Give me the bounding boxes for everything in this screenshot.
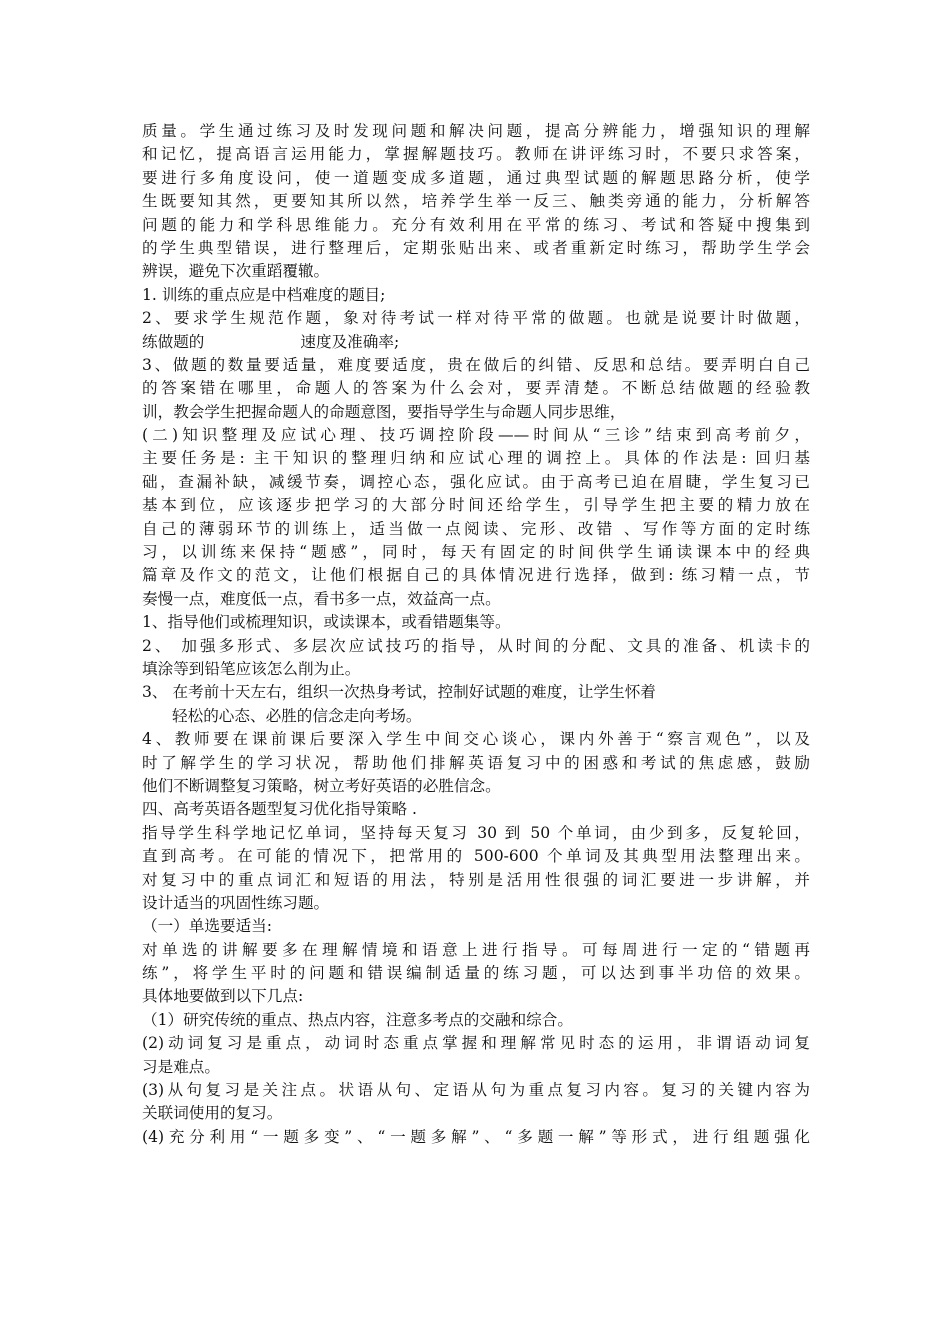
text-line: 4、教师要在课前课后要深入学生中间交心谈心，课内外善于“察言观色”，以及	[142, 730, 810, 749]
text-line: 具体地要做到以下几点:	[142, 987, 304, 1006]
text-fragment: 速度及准确率;	[300, 332, 400, 351]
text-line: 轻松的心态、必胜的信念走向考场。	[172, 706, 422, 725]
text-line: 训，教会学生把握命题人的命题意图，要指导学生与命题人同步思维，	[142, 402, 626, 421]
text-line: 的学生典型错误，进行整理后，定期张贴出来、或者重新定时练习，帮助学生学会	[142, 238, 810, 257]
text-line: 基本到位，应该逐步把学习的大部分时间还给学生，引导学生把主要的精力放在	[142, 496, 810, 515]
text-line: 要进行多角度设问，使一道题变成多道题，通过典型试题的解题思路分析，使学	[142, 168, 810, 187]
text-line: 2、要求学生规范作题，象对待考试一样对待平常的做题。也就是说要计时做题，	[142, 309, 810, 328]
text-line: 1、指导他们或梳理知识，或读课本，或看错题集等。	[142, 613, 511, 632]
text-line: 主要任务是: 主干知识的整理归纳和应试心理的调控上。具体的作法是: 回归基	[142, 449, 810, 468]
text-line: 3、 在考前十天左右，组织一次热身考试，控制好试题的难度，让学生怀着	[142, 683, 656, 702]
text-line: 问题的能力和学科思维能力。充分有效利用在平常的练习、考试和答疑中搜集到	[142, 215, 810, 234]
text-line: 习，以训练来保持“题感”，同时，每天有固定的时间供学生诵读课本中的经典	[142, 543, 810, 562]
text-line: 奏慢一点，难度低一点，看书多一点，效益高一点。	[142, 589, 501, 608]
text-line: 练”，将学生平时的问题和错误编制适量的练习题，可以达到事半功倍的效果。	[142, 964, 810, 983]
text-line: (4)充分利用“一题多变”、“一题多解”、“多题一解”等形式，进行组题强化	[142, 1127, 810, 1146]
text-line: (2)动词复习是重点，动词时态重点掌握和理解常见时态的运用，非谓语动词复	[142, 1034, 810, 1053]
text-fragment: 练做题的	[142, 332, 205, 351]
text-line: 填涂等到铅笔应该怎么削为止。	[142, 659, 361, 678]
text-line: （一）单选要适当:	[142, 917, 273, 936]
document-body	[142, 120, 810, 1149]
text-line: 3、做题的数量要适量，难度要适度，贵在做后的纠错、反思和总结。要弄明白自己	[142, 355, 810, 374]
text-line: （1）研究传统的重点、热点内容，注意多考点的交融和综合。	[142, 1010, 573, 1029]
text-line: 2、 加强多形式、多层次应试技巧的指导，从时间的分配、文具的准备、机读卡的	[142, 636, 810, 655]
text-line	[142, 331, 810, 354]
text-line: 础，查漏补缺，减缓节奏，调控心态，强化应试。由于高考已迫在眉睫，学生复习已	[142, 472, 810, 491]
text-line: 习是难点。	[142, 1057, 220, 1076]
text-line: 质量。学生通过练习及时发现问题和解决问题，提高分辨能力，增强知识的理解	[142, 122, 810, 140]
text-line: 辨误，避免下次重蹈覆辙。	[142, 262, 330, 281]
text-line: 他们不断调整复习策略，树立考好英语的必胜信念。	[142, 776, 501, 795]
text-line: (二)知识整理及应试心理、技巧调控阶段——时间从“三诊”结束到高考前夕，	[142, 426, 810, 445]
text-line: 对单选的讲解要多在理解情境和语意上进行指导。可每周进行一定的“错题再	[142, 940, 810, 959]
text-line: 的答案错在哪里，命题人的答案为什么会对，要弄清楚。不断总结做题的经验教	[142, 379, 810, 398]
text-line: 四、高考英语各题型复习优化指导策略 .	[142, 800, 418, 819]
text-line: 指导学生科学地记忆单词，坚持每天复习 30 到 50 个单词，由少到多，反复轮回，	[142, 823, 810, 842]
text-line: (3)从句复习是关注点。状语从句、定语从句为重点复习内容。复习的关键内容为	[142, 1081, 810, 1100]
text-line: 自己的薄弱环节的训练上，适当做一点阅读、完形、改错 、写作等方面的定时练	[142, 519, 810, 538]
text-line: 直到高考。在可能的情况下，把常用的 500-600 个单词及其典型用法整理出来。	[142, 847, 810, 866]
text-line: 生既要知其然，更要知其所以然，培养学生举一反三、触类旁通的能力，分析解答	[142, 192, 810, 211]
text-line: 篇章及作文的范文，让他们根据自己的具体情况进行选择，做到: 练习精一点，节	[142, 566, 810, 585]
text-line: 设计适当的巩固性练习题。	[142, 893, 330, 912]
text-line: 时了解学生的学习状况，帮助他们排解英语复习中的困惑和考试的焦虑感，鼓励	[142, 753, 810, 772]
text-line: 1. 训练的重点应是中档难度的题目;	[142, 285, 386, 304]
text-line: 和记忆，提高语言运用能力，掌握解题技巧。教师在讲评练习时，不要只求答案，	[142, 145, 810, 164]
text-line: 对复习中的重点词汇和短语的用法，特别是活用性很强的词汇要进一步讲解，并	[142, 870, 810, 889]
text-line: 关联词使用的复习。	[142, 1104, 283, 1123]
